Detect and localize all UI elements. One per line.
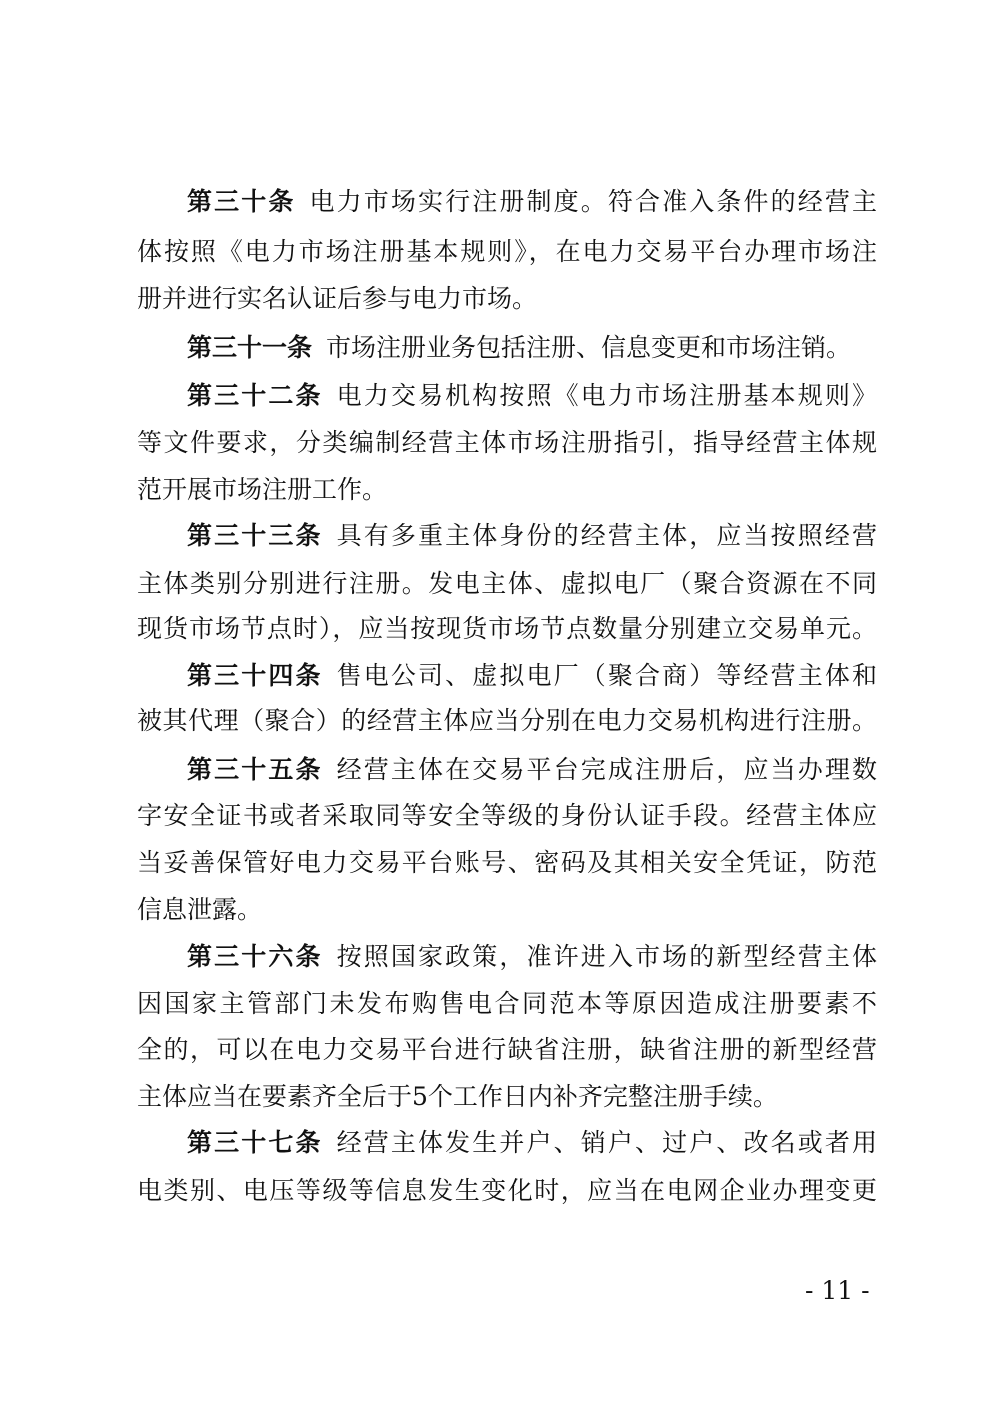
article-36-line-4: [137, 1082, 877, 1112]
article-33-line-2: [137, 569, 877, 599]
article-33-line-1: [187, 521, 877, 551]
body-text: 信息泄露。: [137, 895, 263, 924]
article-heading: 第三十五条: [187, 755, 323, 784]
article-31-line-1: [187, 333, 877, 363]
body-text: 因国家主管部门未发布购售电合同范本等原因造成注册要素不: [137, 989, 877, 1018]
page-number: - 11 -: [805, 1276, 870, 1305]
article-30-line-2: [137, 237, 877, 267]
article-35-line-2: [137, 801, 877, 831]
article-heading: 第三十四条: [187, 661, 323, 690]
article-heading: 第三十条: [187, 187, 296, 216]
body-text: 具有多重主体身份的经营主体，应当按照经营: [336, 521, 877, 550]
article-heading: 第三十七条: [187, 1128, 323, 1157]
body-text: 当妥善保管好电力交易平台账号、密码及其相关安全凭证，防范: [137, 848, 877, 877]
body-text: 全的，可以在电力交易平台进行缺省注册，缺省注册的新型经营: [137, 1035, 877, 1064]
body-text: 电类别、电压等级等信息发生变化时，应当在电网企业办理变更: [137, 1176, 877, 1205]
article-36-line-1: [187, 942, 877, 972]
body-text: 范开展市场注册工作。: [137, 475, 388, 504]
article-30-line-1: [187, 187, 877, 217]
body-text: 主体应当在要素齐全后于5个工作日内补齐完整注册手续。: [137, 1082, 778, 1111]
article-32-line-3: [137, 475, 877, 505]
article-34-line-2: [137, 706, 877, 736]
body-text: 体按照《电力市场注册基本规则》，在电力交易平台办理市场注: [137, 237, 877, 266]
body-text: 经营主体在交易平台完成注册后，应当办理数: [336, 755, 877, 784]
body-text: 电力市场实行注册制度。符合准入条件的经营主: [309, 187, 877, 216]
article-37-line-2: [137, 1176, 877, 1206]
body-text: 市场注册业务包括注册、信息变更和市场注销。: [326, 333, 852, 362]
body-text: 经营主体发生并户、销户、过户、改名或者用: [336, 1128, 877, 1157]
body-text: 字安全证书或者采取同等安全等级的身份认证手段。经营主体应: [137, 801, 877, 830]
article-35-line-3: [137, 848, 877, 878]
body-text: 电力交易机构按照《电力市场注册基本规则》: [336, 381, 877, 410]
article-heading: 第三十一条: [187, 333, 313, 362]
article-32-line-1: [187, 381, 877, 411]
body-text: 册并进行实名认证后参与电力市场。: [137, 284, 538, 313]
body-text: 按照国家政策，准许进入市场的新型经营主体: [336, 942, 877, 971]
article-heading: 第三十二条: [187, 381, 323, 410]
article-37-line-1: [187, 1128, 877, 1158]
body-text: 等文件要求，分类编制经营主体市场注册指引，指导经营主体规: [137, 428, 877, 457]
body-text: 主体类别分别进行注册。发电主体、虚拟电厂（聚合资源在不同: [137, 569, 877, 598]
body-text: 被其代理（聚合）的经营主体应当分别在电力交易机构进行注册。: [137, 706, 877, 735]
article-33-line-3: [137, 614, 877, 644]
article-32-line-2: [137, 428, 877, 458]
body-text: 现货市场节点时），应当按现货市场节点数量分别建立交易单元。: [137, 614, 877, 643]
article-heading: 第三十三条: [187, 521, 323, 550]
article-30-line-3: [137, 284, 877, 314]
article-35-line-4: [137, 895, 877, 925]
article-36-line-3: [137, 1035, 877, 1065]
article-34-line-1: [187, 661, 877, 691]
body-text: 售电公司、虚拟电厂（聚合商）等经营主体和: [336, 661, 877, 690]
article-35-line-1: [187, 755, 877, 785]
article-36-line-2: [137, 989, 877, 1019]
article-heading: 第三十六条: [187, 942, 323, 971]
